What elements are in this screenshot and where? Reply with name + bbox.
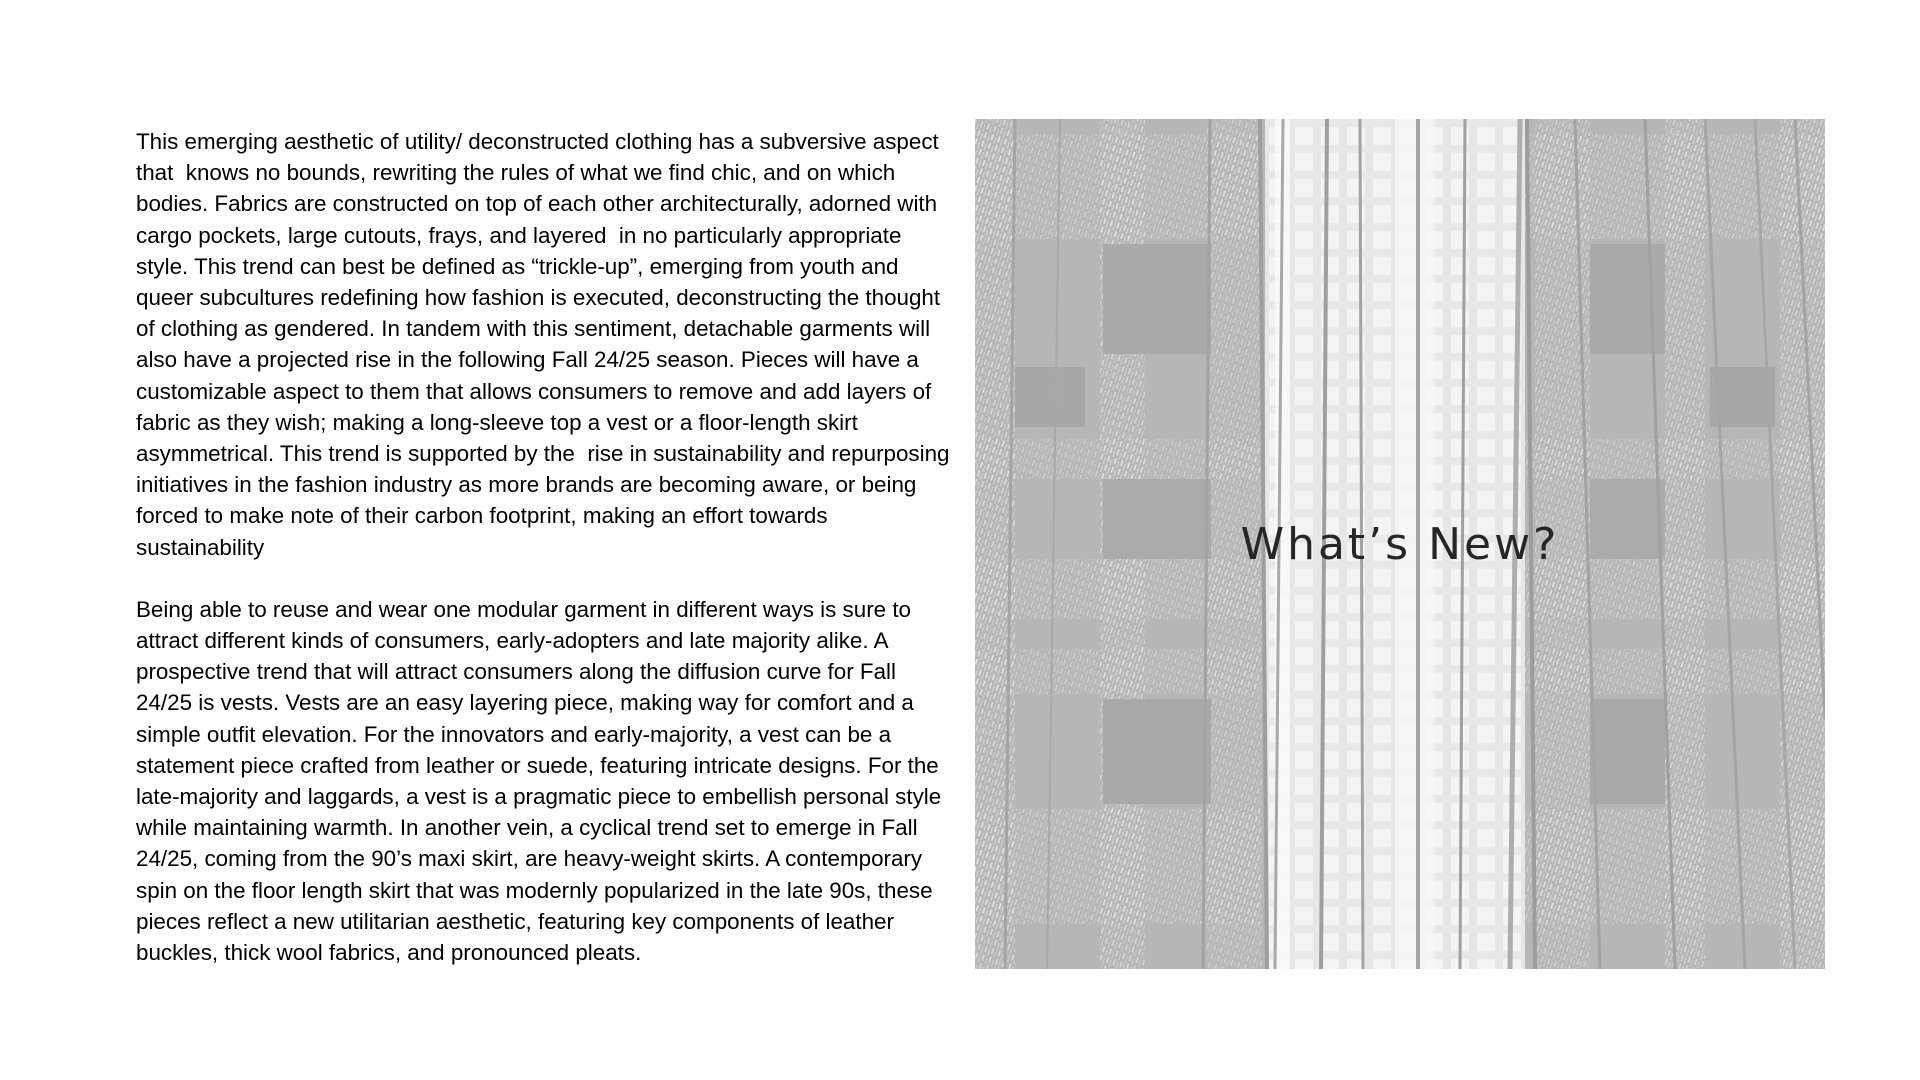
paragraph-utility-trend: This emerging aesthetic of utility/ deconstructed clothing has a subversive aspect that knows no bounds, rewriting the rules of what we find chic, and on which bodies. Fabrics are constructed on top of each other architecturally, adorned with cargo pockets, large cutouts, frays, and layered in no particularly appropriate style. This trend can best be defined as “trickle-up”, emerging from youth and queer subcultures redefining how fashion is executed, deconstructing the thought of clothing as gendered. In tandem with this sentiment, detachable garments will also have a projected rise in the following Fall 24/25 season. Pieces will have a customizable aspect to them that allows consumers to remove and add layers of fabric as they wish; making a long-sleeve top a vest or a floor-length skirt asymmetrical. This trend is supported by the rise in sustainability and repurposing initiatives in the fashion industry as more brands are becoming aware, or being forced to make note of their carbon footprint, making an effort towards sustainability (136, 129, 956, 560)
plaid-fabric-image (975, 119, 1825, 969)
body-text (136, 126, 956, 968)
paragraph-modular-garments: Being able to reuse and wear one modular garment in different ways is sure to attract different kinds of consumers, early-adopters and late majority alike. A prospective trend that will attract consumers along the diffusion curve for Fall 24/25 is vests. Vests are an easy layering piece, making way for comfort and a simple outfit elevation. For the innovators and early-majority, a vest can be a statement piece crafted from leather or suede, featuring intricate designs. For the late-majority and laggards, a vest is a pragmatic piece to embellish personal style while maintaining warmth. In another vein, a cyclical trend set to emerge in Fall 24/25, coming from the 90’s maxi skirt, are heavy-weight skirts. A contemporary spin on the floor length skirt that was modernly popularized in the late 90s, these pieces reflect a new utilitarian aesthetic, featuring key components of leather buckles, thick wool fabrics, and pronounced pleats. (136, 596, 948, 966)
whats-new-title: What’s New? (1240, 519, 1560, 570)
